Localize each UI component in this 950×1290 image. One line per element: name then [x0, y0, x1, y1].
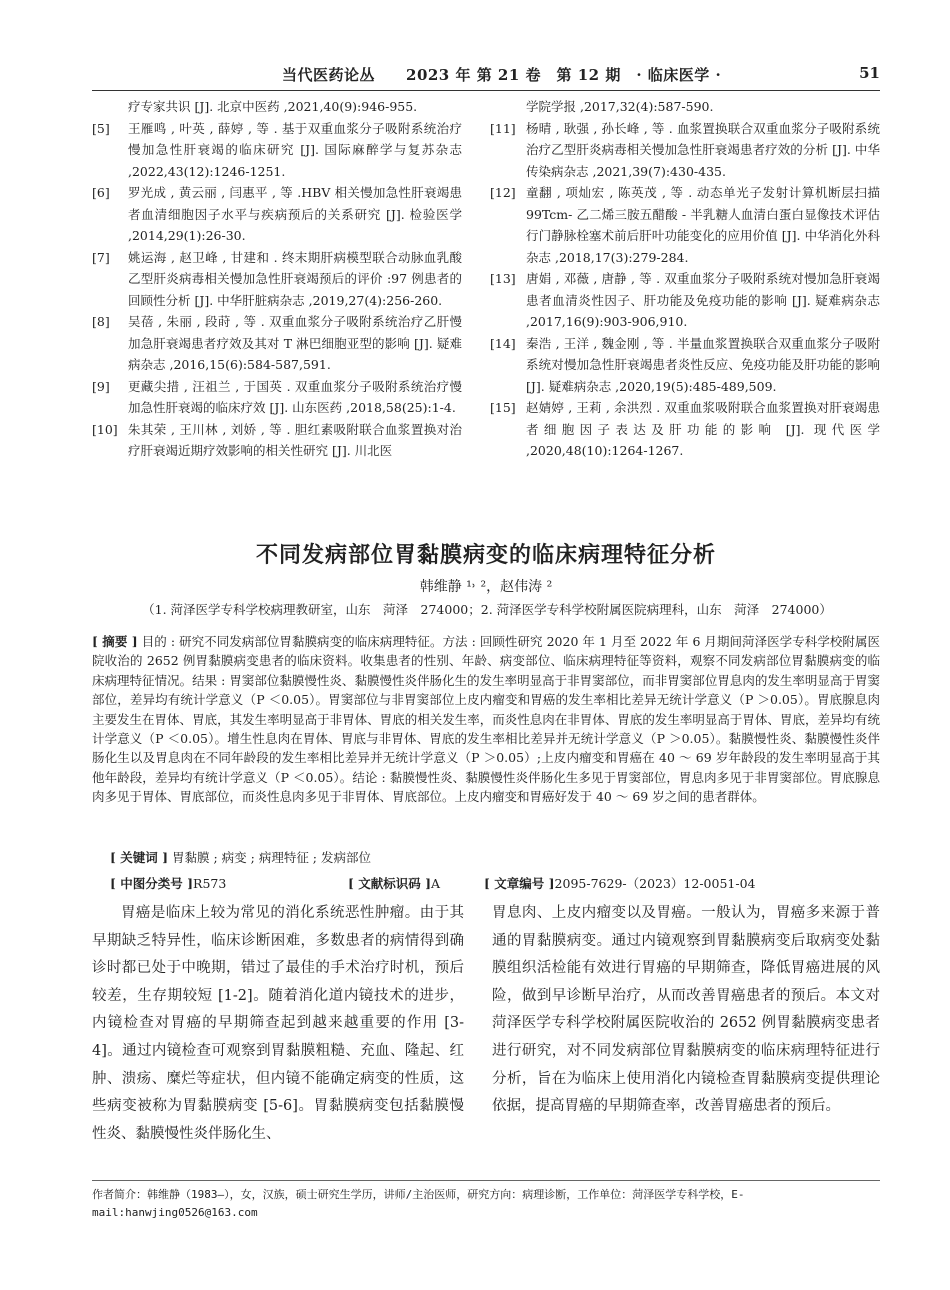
reference-item: [7] 姚运海 , 赵卫峰 , 甘建和 . 终末期肝病模型联合动脉血乳酸乙型肝炎病毒相关慢加急性肝衰竭预后的评价 :97 例患者的回顾性分析 [J]. 中华肝脏病杂志 ,2019,27(4):256-260. — [92, 249, 462, 308]
reference-item: [13] 唐娟 , 邓薇 , 唐静 , 等 . 双重血浆分子吸附系统对慢加急肝衰竭患者血清炎性因子、肝功能及免疫功能的影响 [J]. 疑难病杂志 ,2017,16(9):903-906,910. — [490, 271, 880, 329]
abstract — [92, 632, 880, 807]
reference-item: [5] 王雁鸣 , 叶英 , 薛婷 , 等 . 基于双重血浆分子吸附系统治疗慢加急性肝衰竭的临床研究 [J]. 国际麻醉学与复苏杂志 ,2022,43(12):1246-1251. — [92, 120, 462, 179]
body-paragraph: 胃息肉、上皮内瘤变以及胃癌。一般认为，胃癌多来源于普通的胃黏膜病变。通过内镜观察到胃黏膜病变后取病变处黏膜组织活检能有效进行胃癌的早期筛查，降低胃癌进展的风险，做到早诊断早治疗，从而改善胃癌患者的预后。本文对菏泽医学专科学校附属医院收治的 2652 例胃黏膜病变患者进行研究，对不同发病部位胃黏膜病变的临床病理特征进行分析，旨在为临床上使用消化内镜检查胃黏膜病变提供理论依据，提高胃癌的早期筛查率，改善胃癌患者的预后。 — [492, 905, 880, 1115]
reference-item: [15] 赵婧婷 , 王莉 , 余洪烈 . 双重血浆吸附联合血浆置换对肝衰竭患者细胞因子表达及肝功能的影响 [J]. 现代医学 ,2020,48(10):1264-1267. — [490, 400, 880, 458]
body-column-right — [492, 900, 880, 1121]
article-title: 不同发病部位胃黏膜病变的临床病理特征分析 — [255, 543, 716, 568]
footnote-rule — [92, 1180, 880, 1181]
keywords-label: [ 关键词 ] — [110, 850, 169, 865]
keywords-text: 胃黏膜 ; 病变 ; 病理特征 ; 发病部位 — [168, 850, 371, 865]
references-left — [92, 96, 462, 462]
page-number: 51 — [859, 64, 880, 82]
article-authors: 韩维静 ¹˒ ²，赵伟涛 ² — [419, 579, 553, 595]
document-code: [ 文献标识码 ]A — [348, 876, 441, 891]
reference-item: [10] 朱其荣 , 王川林 , 刘娇 , 等 . 胆红素吸附联合血浆置换对治疗肝衰竭近期疗效影响的相关性研究 [J]. 川北医 — [92, 421, 462, 458]
reference-item: [6] 罗光成 , 黄云丽 , 闫惠平 , 等 .HBV 相关慢加急性肝衰竭患者血清细胞因子水平与疾病预后的关系研究 [J]. 检验医学 ,2014,29(1):26-30. — [92, 185, 462, 243]
body-paragraph: 胃癌是临床上较为常见的消化系统恶性肿瘤。由于其早期缺乏特异性，临床诊断困难，多数患者的病情得到确诊时都已处于中晚期，错过了最佳的手术治疗时机，预后较差，生存期较短 [1-2]。随着消化道内镜技术的进步，内镜检查对胃癌的早期筛查起到越来越重要的作用 [3-4]。通过内镜检查可观察到胃黏膜粗糙、充血、隆起、红肿、溃疡、糜烂等症状，但内镜不能确定病变的性质，这些病变被称为胃黏膜病变 [5-6]。胃黏膜病变包括黏膜慢性炎、黏膜慢性炎伴肠化生、 — [92, 905, 464, 1142]
references-right — [490, 96, 880, 462]
author-footnote: 作者简介：韩维静（1983—），女，汉族，硕士研究生学历，讲师/主治医师，研究方向：病理诊断，工作单位：菏泽医学专科学校，E-mail:hanwjing0526@163.com — [92, 1188, 745, 1219]
abstract-label: [ 摘要 ] — [92, 634, 138, 649]
reference-item: [9] 更藏尖措 , 汪祖兰 , 于国英 . 双重血浆分子吸附系统治疗慢加急性肝衰竭的临床疗效 [J]. 山东医药 ,2018,58(25):1-4. — [92, 378, 462, 415]
reference-item: [12] 童翻 , 项灿宏 , 陈英茂 , 等 . 动态单光子发射计算机断层扫描 99Tcm- 乙二烯三胺五醋酸 - 半乳糖人血清白蛋白显像技术评估行门静脉栓塞术前后肝叶功能变化的应用价值 [J]. 中华消化外科杂志 ,2018,17(3):279-284. — [490, 185, 880, 265]
article-number: [ 文章编号 ]2095-7629-（2023）12-0051-04 — [484, 876, 756, 891]
body-column-left — [92, 900, 464, 1148]
header-rule — [92, 90, 880, 91]
journal-info: 当代医药论丛 2023 年 第 21 卷 第 12 期 · 临床医学 · — [282, 66, 722, 84]
reference-item: [8] 吴蓓 , 朱丽 , 段莳 , 等 . 双重血浆分子吸附系统治疗乙肝慢加急肝衰竭患者疗效及其对 T 淋巴细胞亚型的影响 [J]. 疑难病杂志 ,2016,15(6):584-587,591. — [92, 314, 462, 372]
running-header — [92, 60, 880, 90]
keywords — [110, 848, 880, 866]
reference-item: [11] 杨晴 , 耿强 , 孙长峰 , 等 . 血浆置换联合双重血浆分子吸附系统治疗乙型肝炎病毒相关慢加急性肝衰竭患者疗效的分析 [J]. 中华传染病杂志 ,2021,39(7):430-435. — [490, 120, 880, 179]
reference-item: 学院学报 ,2017,32(4):587-590. — [526, 99, 714, 114]
clc-number: [ 中图分类号 ]R573 — [110, 876, 227, 891]
author-affiliation: （1. 菏泽医学专科学校病理教研室，山东 菏泽 274000；2. 菏泽医学专科学校附属医院病理科，山东 菏泽 274000） — [142, 602, 832, 617]
abstract-text: 目的 : 研究不同发病部位胃黏膜病变的临床病理特征。方法 : 回顾性研究 2020 年 1 月至 2022 年 6 月期间菏泽医学专科学校附属医院收治的 2652 例胃黏膜病变患者的临床资料。收集患者的性别、年龄、病变部位、临床病理特征等资料，观察不同发病部位胃黏膜病变的临床病理特征情况。结果 : 胃窦部位黏膜慢性炎、黏膜慢性炎伴肠化生的发生率明显高于非胃窦部位，而非胃窦部位胃息肉的发生率明显高于胃窦部位，差异均有统计学意义（P ＜0.05）。胃窦部位与非胃窦部位上皮内瘤变和胃癌的发生率相比差异无统计学意义（P ＞0.05）。胃底腺息肉主要发生在胃体、胃底，其发生率明显高于非胃体、胃底的相关发生率，而炎性息肉在非胃体、胃底的发生率明显高于胃体、胃底，差异均有统计学意义（P ＜0.05）。增生性息肉在胃体、胃底与非胃体、胃底的发生率相比差异并无统计学意义（P ＞0.05）。黏膜慢性炎、黏膜慢性炎伴肠化生以及胃息肉在不同年龄段的发生率相比差异并无统计学意义（P ＞0.05）;上皮内瘤变和胃癌在 40 ～ 69 岁年龄段的发生率明显高于其他年龄段，差异均有统计学意义（P ＜0.05）。结论 : 黏膜慢性炎、黏膜慢性炎伴肠化生多见于胃窦部位，胃息肉多见于非胃窦部位。胃底腺息肉多见于胃体、胃底部位，而炎性息肉多见于非胃体、胃底部位。上皮内瘤变和胃癌好发于 40 ～ 69 岁之间的患者群体。 — [92, 634, 880, 805]
reference-item: [14] 秦浩 , 王洋 , 魏金刚 , 等 . 半量血浆置换联合双重血浆分子吸附系统对慢加急性肝衰竭患者炎性反应、免疫功能及肝功能的影响 [J]. 疑难病杂志 ,2020,19(5):485-489,509. — [490, 335, 880, 394]
reference-item: 疗专家共识 [J]. 北京中医药 ,2021,40(9):946-955. — [128, 99, 418, 114]
